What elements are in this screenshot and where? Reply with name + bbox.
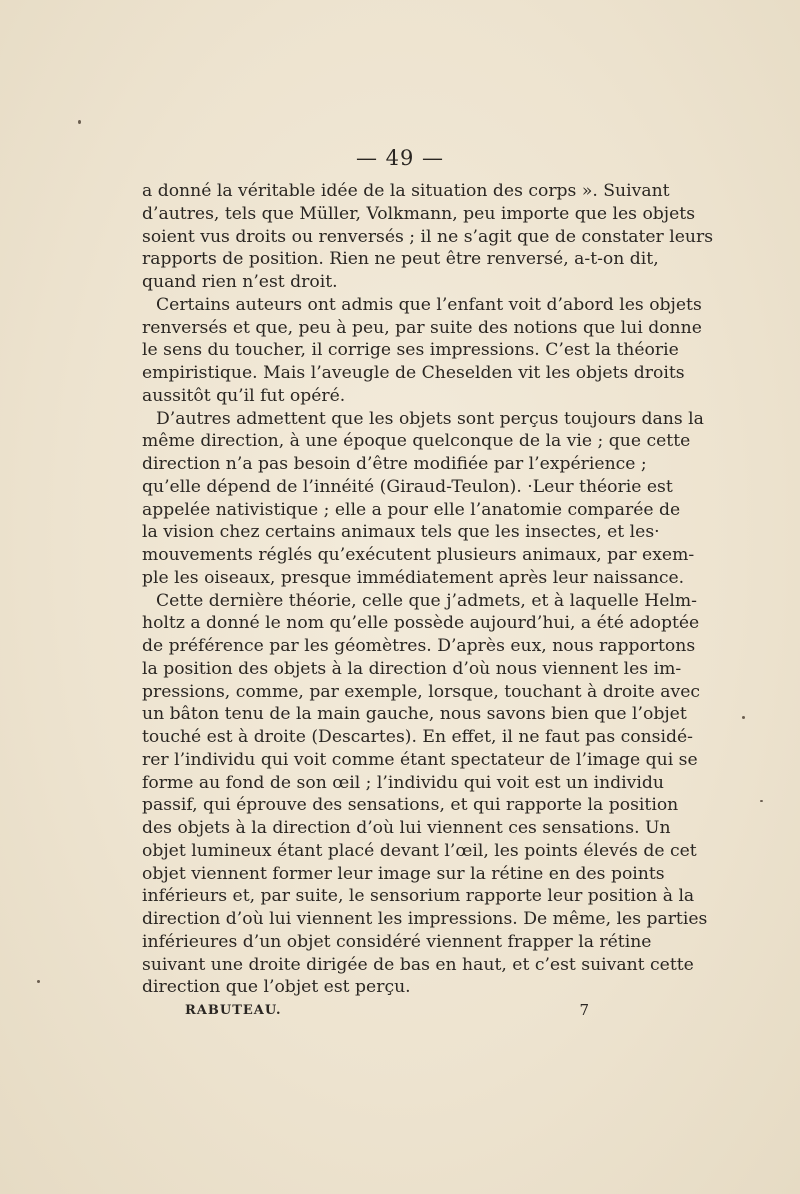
text-line: inférieures d’un objet considéré viennent frapper la rétine [142,931,652,952]
text-line: qu’elle dépend de l’innéité (Giraud-Teulon). ·Leur théorie est [142,476,673,497]
text-line: inférieurs et, par suite, le sensorium rapporte leur position à la [142,886,695,907]
page-number: — 49 — [355,146,445,170]
text-line: forme au fond de son œil ; l’individu qui voit est un individu [142,772,664,793]
text-line: Certains auteurs ont admis que l’enfant voit d’abord les objets [156,294,702,315]
text-line: appelée nativistique ; elle a pour elle l’anatomie comparée de [142,499,681,520]
text-line: même direction, à une époque quelconque de la vie ; que cette [142,431,691,452]
text-line: touché est à droite (Descartes). En effet, il ne faut pas considé- [142,727,693,747]
text-line: a donné la véritable idée de la situation des corps ». Suivant [142,181,670,201]
paper-speck [760,800,763,802]
text-line: pressions, comme, par exemple, lorsque, touchant à droite avec [142,681,701,702]
text-line: d’autres, tels que Müller, Volkmann, peu importe que les objets [142,203,696,224]
text-line: de préférence par les géomètres. D’après eux, nous rapportons [142,636,696,656]
text-line: le sens du toucher, il corrige ses impressions. C’est la théorie [142,340,679,361]
text-line: ple les oiseaux, presque immédiatement après leur naissance. [142,567,685,588]
body-text [142,180,714,999]
text-line: soient vus droits ou renversés ; il ne s’agit que de constater leurs [142,226,714,247]
text-line: D’autres admettent que les objets sont perçus toujours dans la [156,408,704,429]
text-line: Cette dernière théorie, celle que j’admets, et à laquelle Helm- [156,590,697,611]
text-line: quand rien n’est droit. [142,272,338,292]
text-line: un bâton tenu de la main gauche, nous savons bien que l’objet [142,704,687,725]
text-line: direction n’a pas besoin d’être modifiée par l’expérience ; [142,454,647,474]
page-footer [185,1001,589,1019]
paper-speck [742,716,745,719]
text-line: empiristique. Mais l’aveugle de Cheselden vit les objets droits [142,363,685,383]
text-line: objet viennent former leur image sur la rétine en des points [142,863,665,884]
paper-speck [78,120,81,124]
text-line: objet lumineux étant placé devant l’œil, les points élevés de cet [142,840,697,861]
text-line: aussitôt qu’il fut opéré. [142,385,346,406]
text-line: suivant une droite dirigée de bas en haut, et c’est suivant cette [142,954,694,975]
text-line: passif, qui éprouve des sensations, et qui rapporte la position [142,795,679,816]
sheet-number: 7 [579,1001,589,1019]
text-line: direction que l’objet est perçu. [142,977,411,998]
text-line: direction d’où lui viennent les impressions. De même, les parties [142,909,708,929]
text-line: la position des objets à la direction d’où nous viennent les im- [142,658,682,679]
printer-signature: RABUTEAU. [185,1003,282,1018]
text-line: des objets à la direction d’où lui viennent ces sensations. Un [142,818,671,838]
text-line: holtz a donné le nom qu’elle possède aujourd’hui, a été adoptée [142,613,700,634]
paper-speck [37,980,40,983]
text-line: rapports de position. Rien ne peut être renversé, a-t-on dit, [142,249,659,270]
text-line: rer l’individu qui voit comme étant spectateur de l’image qui se [142,749,698,770]
text-line: renversés et que, peu à peu, par suite des notions que lui donne [142,317,702,338]
text-line: mouvements réglés qu’exécutent plusieurs animaux, par exem- [142,545,695,565]
text-line: la vision chez certains animaux tels que les insectes, et les· [142,522,660,543]
